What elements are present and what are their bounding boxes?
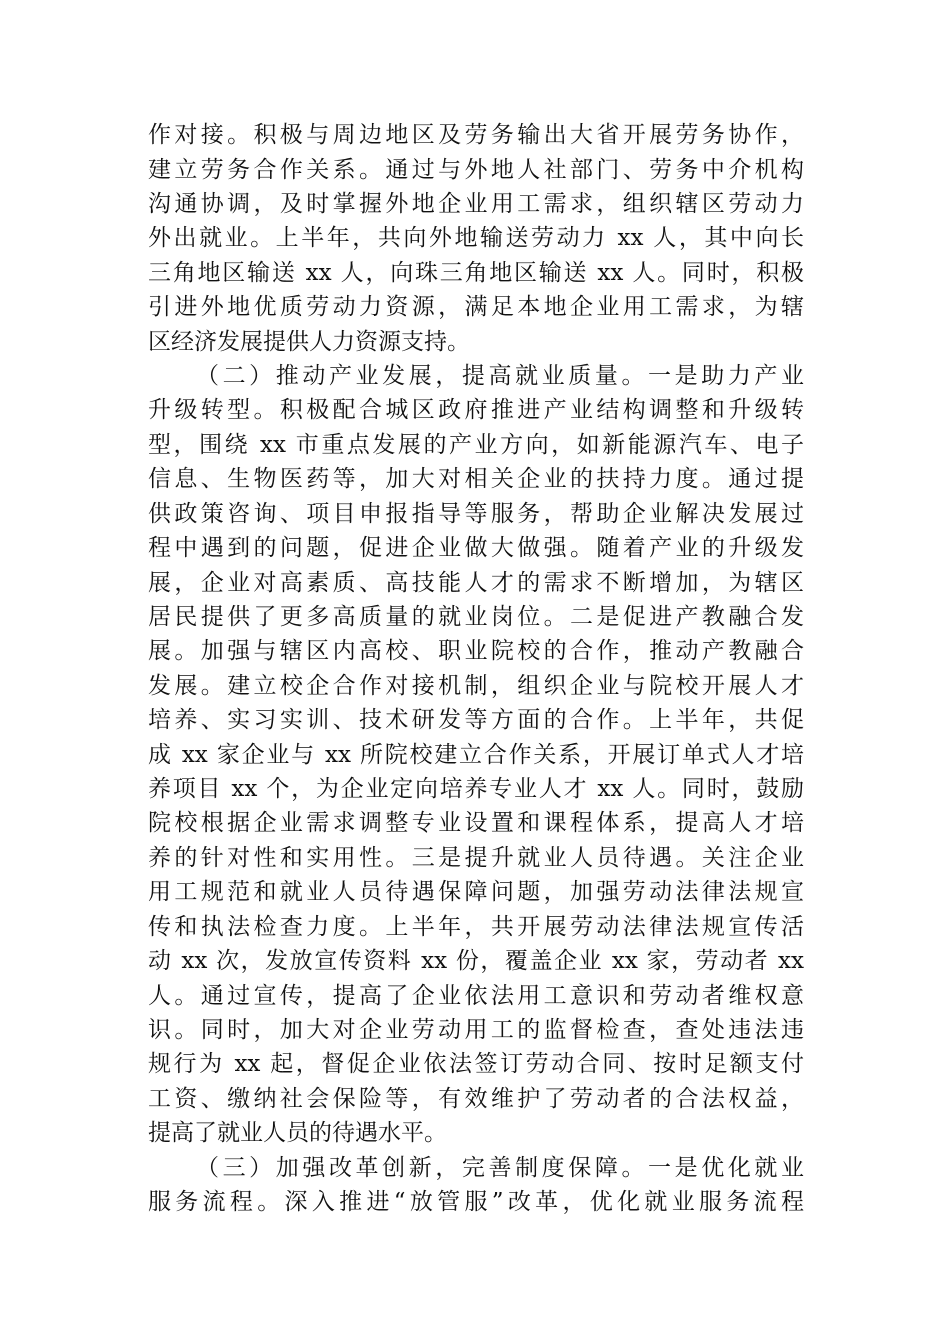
text-line: 动 xx 次，发放宣传资料 xx 份，覆盖企业 xx 家，劳动者 xx <box>148 948 804 974</box>
text-line: 人。通过宣传，提高了企业依法用工意识和劳动者维权意 <box>148 983 804 1009</box>
text-line: 引进外地优质劳动力资源，满足本地企业用工需求，为辖 <box>148 294 804 320</box>
text-line: 培养、实习实训、技术研发等方面的合作。上半年，共促 <box>148 707 804 733</box>
text-line: 识。同时，加大对企业劳动用工的监督检查，查处违法违 <box>148 1017 804 1043</box>
text-line: 型，围绕 xx 市重点发展的产业方向，如新能源汽车、电子 <box>148 432 804 458</box>
text-line: 作对接。积极与周边地区及劳务输出大省开展劳务协作， <box>148 122 804 148</box>
text-line: 提高了就业人员的待遇水平。 <box>148 1120 447 1146</box>
text-line: 养项目 xx 个，为企业定向培养专业人才 xx 人。同时，鼓励 <box>148 776 804 802</box>
section-heading-line: （三）加强改革创新，完善制度保障。一是优化就业 <box>196 1155 804 1181</box>
text-line: 服务流程。深入推进“放管服”改革，优化就业服务流程 <box>148 1189 804 1215</box>
text-line: 外出就业。上半年，共向外地输送劳动力 xx 人，其中向长 <box>148 225 804 251</box>
text-line: 建立劳务合作关系。通过与外地人社部门、劳务中介机构 <box>148 157 804 183</box>
text-line: 供政策咨询、项目申报指导等服务，帮助企业解决发展过 <box>148 501 804 527</box>
text-line: 信息、生物医药等，加大对相关企业的扶持力度。通过提 <box>148 466 804 492</box>
section-heading-line: （二）推动产业发展，提高就业质量。一是助力产业 <box>196 363 804 389</box>
text-line: 三角地区输送 xx 人，向珠三角地区输送 xx 人。同时，积极 <box>148 260 804 286</box>
text-line: 发展。建立校企合作对接机制，组织企业与院校开展人才 <box>148 673 804 699</box>
text-line: 养的针对性和实用性。三是提升就业人员待遇。关注企业 <box>148 845 804 871</box>
text-line: 院校根据企业需求调整专业设置和课程体系，提高人才培 <box>148 810 804 836</box>
text-line: 成 xx 家企业与 xx 所院校建立合作关系，开展订单式人才培 <box>148 742 804 768</box>
text-line: 工资、缴纳社会保险等，有效维护了劳动者的合法权益， <box>148 1086 804 1112</box>
text-line: 用工规范和就业人员待遇保障问题，加强劳动法律法规宣 <box>148 879 804 905</box>
text-line: 区经济发展提供人力资源支持。 <box>148 329 470 355</box>
text-line: 传和执法检查力度。上半年，共开展劳动法律法规宣传活 <box>148 914 804 940</box>
text-line: 居民提供了更多高质量的就业岗位。二是促进产教融合发 <box>148 604 804 630</box>
text-line: 规行为 xx 起，督促企业依法签订劳动合同、按时足额支付 <box>148 1051 804 1077</box>
text-line: 沟通协调，及时掌握外地企业用工需求，组织辖区劳动力 <box>148 191 804 217</box>
text-line: 程中遇到的问题，促进企业做大做强。随着产业的升级发 <box>148 535 804 561</box>
text-line: 展，企业对高素质、高技能人才的需求不断增加，为辖区 <box>148 570 804 596</box>
text-line: 升级转型。积极配合城区政府推进产业结构调整和升级转 <box>148 397 804 423</box>
text-line: 展。加强与辖区内高校、职业院校的合作，推动产教融合 <box>148 638 804 664</box>
